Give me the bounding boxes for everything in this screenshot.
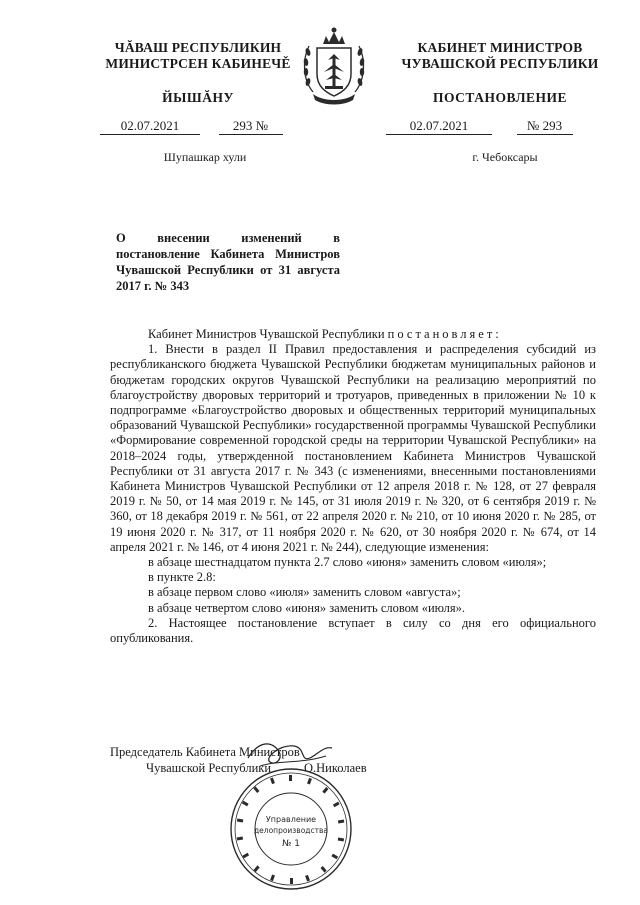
paragraph-2: 2. Настоящее постановление вступает в силу со дня его официального опубликования. [110,615,596,646]
document-body [110,327,596,646]
left-city: Шупашкар хули [163,150,247,164]
paragraph-item-a: в абзаце шестнадцатом пункта 2.7 слово «июня» заменить словом «июля»; [148,555,547,570]
right-org-line-2: ЧУВАШСКОЙ РЕСПУБЛИКИ [401,56,599,71]
intro-paragraph [110,327,596,342]
right-number: № 293 [517,118,573,135]
emblem-icon [299,22,369,108]
stamp-line-1: Управление [265,815,317,824]
stamp-line-2: делопроизводства [253,826,329,835]
right-date-number [386,118,573,135]
right-date: 02.07.2021 [386,118,492,135]
signature-name: О.Николаев [304,761,367,775]
official-stamp [228,766,354,892]
right-city: г. Чебоксары [472,150,538,164]
paragraph-1: 1. Внести в раздел II Правил предоставления и распределения субсидий из республиканского бюджета Чувашской Республики бюджетам муниципальных районов и бюджетам городских округов Чувашской Республики на реализацию мероприятий по благоустройству дворовых территорий и тротуаров, приведенных в приложении № 10 к подпрограмме «Благоустройство дворовых и общественных территорий муниципальных образований Чувашской Республики» государственной программы Чувашской Республики «Формирование современной городской среды на территории Чувашской Республики» на 2018–2024 годы, утвержденной постановлением Кабинета Министров Чувашской Республики от 31 августа 2017 г. № 343 (с изменениями, внесенными постановлениями Кабинета Министров Чувашской Республики от 12 апреля 2018 г. № 128, от 27 февраля 2019 г. № 50, от 14 мая 2019 г. № 145, от 31 июля 2019 г. № 320, от 6 сентября 2019 г. № 360, от 18 декабря 2019 г. № 561, от 22 апреля 2020 г. № 210, от 10 июня 2020 г. № 285, от 19 июня 2020 г. № 317, от 11 ноября 2020 г. № 620, от 30 ноября 2020 г. № 674, от 14 апреля 2021 г. № 146, от 4 июня 2021 г. № 244), следующие изменения: [110,342,596,554]
left-date-number [100,118,283,135]
signature-title-line-1: Председатель Кабинета Министров [110,745,300,759]
intro-lead: Кабинет Министров Чувашской Республики [148,327,385,341]
intro-verb: постановляет: [387,327,502,341]
paragraph-item-b: в пункте 2.8: [148,570,216,585]
document-subject: О внесении изменений в постановление Кабинета Министров Чувашской Республики от 31 августа 2017 г. № 343 [116,231,340,293]
paragraph-item-c: в абзаце первом слово «июля» заменить словом «августа»; [148,585,461,600]
left-doc-type: ЙЫШĂНУ [162,90,234,105]
signature-title-line-2: Чувашской Республики [146,761,272,775]
left-org-line-2: МИНИСТРСЕН КАБИНЕЧĚ [105,56,291,71]
right-org-line-1: КАБИНЕТ МИНИСТРОВ [417,40,583,55]
left-date: 02.07.2021 [100,118,200,135]
right-doc-type: ПОСТАНОВЛЕНИЕ [432,90,568,105]
left-number: 293 № [219,118,283,135]
left-org-line-1: ЧĂВАШ РЕСПУБЛИКИН [114,40,282,55]
paragraph-item-d: в абзаце четвертом слово «июня» заменить словом «июля». [148,600,466,615]
right-org-title [385,40,615,72]
left-org-title [88,40,308,72]
stamp-line-3: № 1 [282,839,300,849]
